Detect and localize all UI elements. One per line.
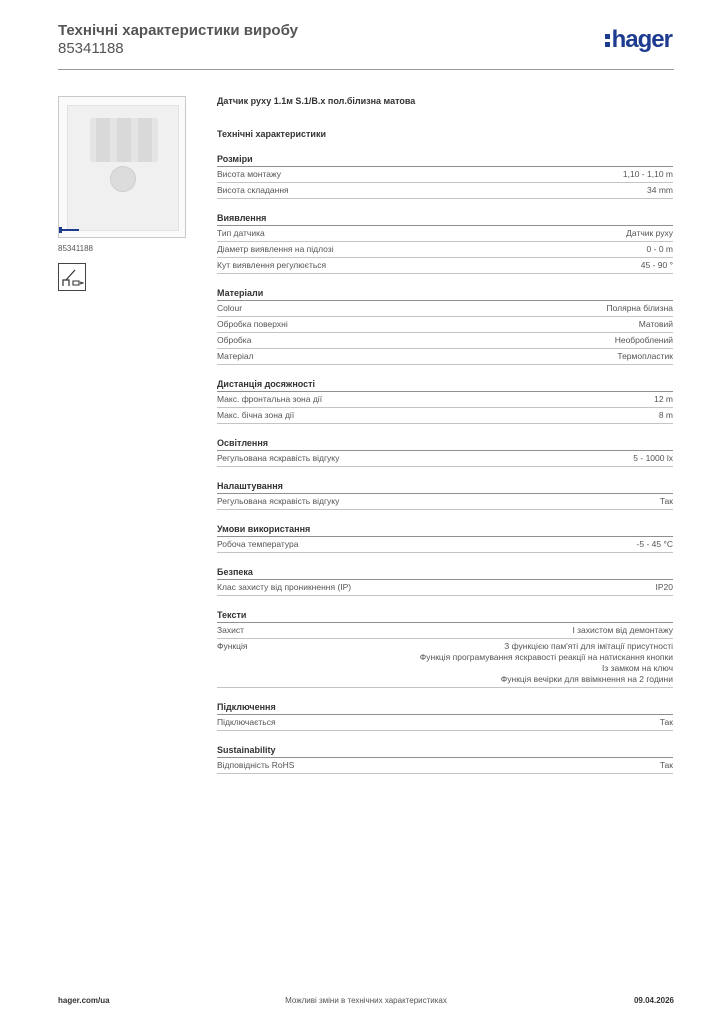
spec-group-title: Умови використання	[217, 523, 673, 537]
spec-row	[217, 639, 673, 688]
spec-row	[217, 301, 673, 317]
spec-value	[572, 625, 673, 636]
spec-label: Обробка поверхні	[217, 319, 288, 329]
spec-value	[647, 244, 673, 255]
page-header	[58, 22, 674, 70]
spec-value	[660, 496, 673, 507]
spec-row	[217, 580, 673, 596]
page-footer	[58, 996, 674, 1010]
spec-value	[420, 641, 673, 685]
page-title: Технічні характеристики виробу	[58, 22, 298, 39]
spec-value-line: IP20	[655, 582, 673, 592]
spec-row	[217, 226, 673, 242]
footer-disclaimer: Можливі зміни в технічних характеристиках	[285, 996, 447, 1005]
spec-group-title: Sustainability	[217, 744, 673, 758]
spec-group	[217, 212, 673, 274]
spec-row	[217, 317, 673, 333]
spec-group	[217, 153, 673, 199]
spec-group	[217, 701, 673, 731]
spec-label: Функція	[217, 641, 248, 651]
spec-value-line: 0 - 0 m	[646, 244, 673, 254]
spec-label: Макс. фронтальна зона дії	[217, 394, 323, 404]
spec-label: Макс. бічна зона дії	[217, 410, 295, 420]
spec-label: Клас захисту від проникнення (IP)	[217, 582, 352, 592]
spec-label: Матеріал	[217, 351, 254, 361]
spec-group	[217, 437, 673, 467]
spec-value-line: Функція вечірки для ввімкнення на 2 години	[500, 674, 673, 684]
spec-group-title: Тексти	[217, 609, 673, 623]
spec-group	[217, 287, 673, 365]
spec-label: Захист	[217, 625, 245, 635]
spec-value-line: -5 - 45 °C	[636, 539, 673, 549]
spec-value-line: Термопластик	[617, 351, 673, 361]
spec-value	[659, 410, 673, 421]
spec-value	[660, 717, 673, 728]
spec-group-title: Підключення	[217, 701, 673, 715]
spec-row	[217, 349, 673, 365]
image-product-code: 85341188	[58, 244, 93, 253]
spec-value-line: Датчик руху	[626, 228, 673, 238]
spec-groups	[217, 153, 673, 774]
spec-value-line: І захистом від демонтажу	[572, 625, 673, 635]
spec-row	[217, 494, 673, 510]
spec-label: Діаметр виявлення на підлозі	[217, 244, 334, 254]
spec-row	[217, 623, 673, 639]
spec-label: Кут виявлення регулюється	[217, 260, 327, 270]
spec-value-line: 34 mm	[647, 185, 673, 195]
spec-group	[217, 609, 673, 688]
mounting-symbol-icon	[58, 263, 86, 291]
spec-value-line: 12 m	[654, 394, 673, 404]
spec-content	[217, 96, 673, 774]
spec-value	[633, 453, 673, 464]
spec-label: Обробка	[217, 335, 252, 345]
spec-value	[617, 351, 673, 362]
spec-label: Регульована яскравість відгуку	[217, 453, 340, 463]
spec-value-line: 1,10 - 1,10 m	[622, 169, 673, 179]
spec-value-line: 8 m	[658, 410, 673, 420]
spec-row	[217, 451, 673, 467]
spec-label: Висота складання	[217, 185, 289, 195]
spec-value-line: 45 - 90 °	[640, 260, 673, 270]
spec-group-title: Безпека	[217, 566, 673, 580]
spec-value	[615, 335, 673, 346]
spec-group-title: Виявлення	[217, 212, 673, 226]
spec-row	[217, 183, 673, 199]
spec-value	[639, 319, 673, 330]
spec-value-line: З функцією пам'яті для імітації присутності	[504, 641, 673, 651]
logo-dots-icon	[605, 34, 610, 50]
logo-text: hager	[611, 26, 672, 53]
sensor-eye	[110, 166, 136, 192]
spec-group	[217, 744, 673, 774]
spec-label: Підключається	[217, 717, 276, 727]
spec-value-line: Так	[659, 760, 673, 770]
spec-label: Colour	[217, 303, 243, 313]
spec-value	[623, 169, 673, 180]
spec-value-line: Полярна білизна	[606, 303, 673, 313]
hager-logo	[605, 26, 672, 54]
spec-row	[217, 333, 673, 349]
spec-group	[217, 566, 673, 596]
spec-value	[606, 303, 673, 314]
spec-value	[660, 760, 673, 771]
spec-row	[217, 258, 673, 274]
spec-row	[217, 408, 673, 424]
spec-label: Регульована яскравість відгуку	[217, 496, 340, 506]
spec-group	[217, 378, 673, 424]
spec-value	[656, 582, 674, 593]
spec-value	[626, 228, 673, 239]
spec-row	[217, 392, 673, 408]
sensor-lens	[90, 118, 158, 162]
product-code: 85341188	[58, 40, 124, 57]
spec-label: Тип датчика	[217, 228, 265, 238]
spec-row	[217, 715, 673, 731]
spec-row	[217, 758, 673, 774]
product-sidebar	[58, 96, 186, 291]
spec-row	[217, 242, 673, 258]
product-name: Датчик руху 1.1м S.1/B.x пол.білизна матова	[217, 96, 416, 106]
spec-label: Відповідність RoHS	[217, 760, 295, 770]
spec-group	[217, 480, 673, 510]
product-plate	[67, 105, 179, 231]
spec-group	[217, 523, 673, 553]
spec-row	[217, 167, 673, 183]
spec-group-title: Матеріали	[217, 287, 673, 301]
spec-label: Висота монтажу	[217, 169, 282, 179]
product-image	[58, 96, 186, 238]
spec-value	[647, 185, 673, 196]
spec-value-line: Так	[659, 717, 673, 727]
footer-date: 09.04.2026	[633, 996, 674, 1005]
spec-value-line: Так	[659, 496, 673, 506]
spec-group-title: Налаштування	[217, 480, 673, 494]
spec-value-line: Із замком на ключ	[601, 663, 673, 673]
spec-value-line: Матовий	[638, 319, 673, 329]
spec-group-title: Дистанція досяжності	[217, 378, 673, 392]
spec-value-line: 5 - 1000 lx	[633, 453, 673, 463]
scale-marker-icon	[61, 229, 79, 231]
spec-value-line: Функція програмування яскравості реакції на натискання кнопки	[419, 652, 673, 662]
spec-row	[217, 537, 673, 553]
spec-value-line: Необроблений	[614, 335, 673, 345]
spec-group-title: Розміри	[217, 153, 673, 167]
spec-label: Робоча температура	[217, 539, 299, 549]
spec-value	[654, 394, 673, 405]
spec-group-title: Освітлення	[217, 437, 673, 451]
specs-heading: Технічні характеристики	[217, 129, 326, 139]
spec-value	[641, 260, 673, 271]
spec-value	[637, 539, 673, 550]
footer-website[interactable]: hager.com/ua	[58, 996, 110, 1005]
